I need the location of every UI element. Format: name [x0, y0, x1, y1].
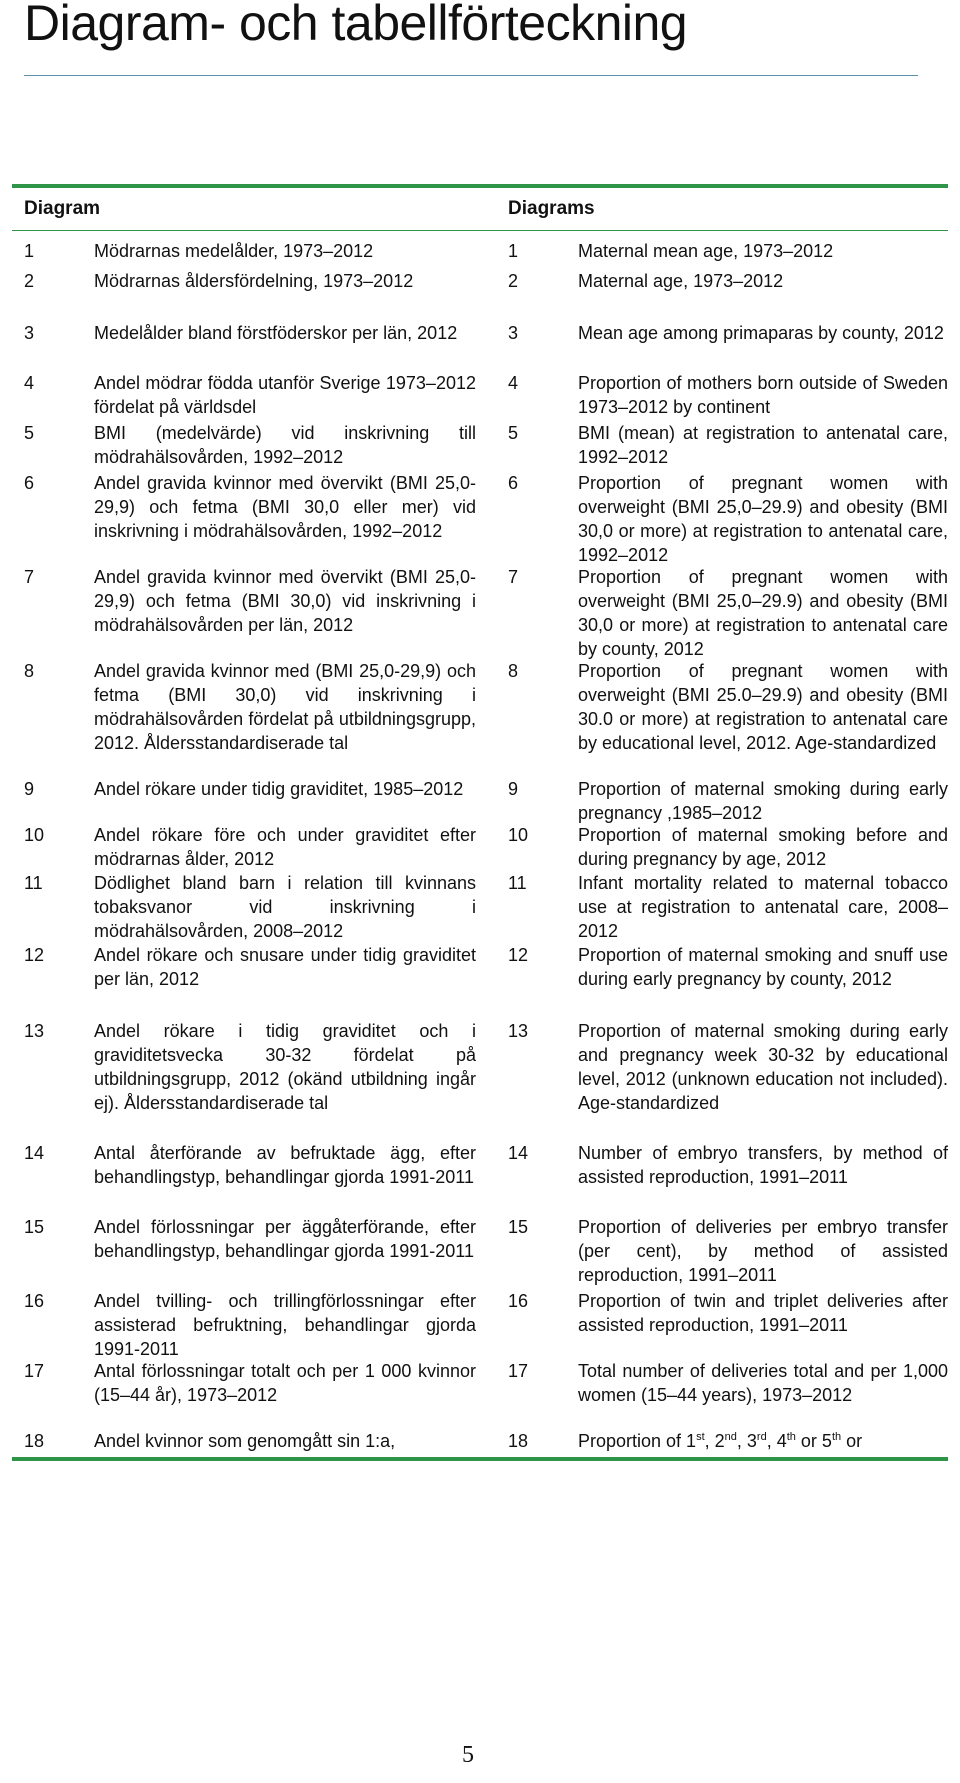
- item-title-en: Proportion of maternal smoking during early pregnancy ,1985–2012: [578, 779, 948, 823]
- item-title-sv: Andel kvinnor som genomgått sin 1:a,: [94, 1431, 396, 1451]
- item-number-en: 13: [508, 1021, 529, 1041]
- item-number-sv: 16: [24, 1291, 45, 1311]
- title-rule: [24, 75, 918, 76]
- item-number-en: 5: [508, 423, 519, 443]
- item-number-en: 7: [508, 567, 519, 587]
- item-title-en: Proportion of pregnant women with overweight (BMI 25.0–29.9) and obesity (BMI 30.0 or more) at registration to antenatal care by educational level, 2012. Age-standardized: [578, 661, 948, 753]
- list-item: [12, 1215, 948, 1287]
- ordinal-suffix: rd: [756, 1431, 767, 1443]
- item-number-sv: 6: [24, 473, 35, 493]
- list-item: [12, 1289, 948, 1361]
- item-title-en: Maternal age, 1973–2012: [578, 271, 784, 291]
- ordinal-suffix: th: [831, 1431, 842, 1443]
- item-number-en: 6: [508, 473, 519, 493]
- list-item: [12, 371, 948, 419]
- item-number-en: 1: [508, 241, 519, 261]
- item-title-en: Proportion of pregnant women with overweight (BMI 25,0–29.9) and obesity (BMI 30,0 or more) at registration to antenatal care, 1992–2012: [578, 473, 948, 565]
- item-number-en: 17: [508, 1361, 529, 1381]
- item-number-sv: 4: [24, 373, 35, 393]
- item-title-en: Maternal mean age, 1973–2012: [578, 241, 834, 261]
- item-title-en: Infant mortality related to maternal tobacco use at registration to antenatal care, 2008–2012: [578, 873, 948, 941]
- item-number-en: 14: [508, 1143, 529, 1163]
- item-title-en: Number of embryo transfers, by method of assisted reproduction, 1991–2011: [578, 1143, 948, 1187]
- item-number-sv: 12: [24, 945, 45, 965]
- list-item: [12, 421, 948, 469]
- page-number: 5: [462, 1742, 474, 1768]
- list-item: [12, 239, 948, 263]
- list-item: [12, 823, 948, 871]
- item-number-en: 18: [508, 1431, 529, 1451]
- swedish-heading: Diagram: [24, 198, 101, 219]
- item-title-sv: Andel rökare i tidig graviditet och i graviditetsvecka 30-32 fördelat på utbildningsgrupp, 2012 (okänd utbildning ingår ej). Åldersstandardiserade tal: [94, 1021, 476, 1113]
- item-number-en: 16: [508, 1291, 529, 1311]
- ordinal-suffix: st: [696, 1431, 705, 1443]
- item-number-sv: 7: [24, 567, 35, 587]
- list-item: [12, 269, 948, 293]
- list-item: [12, 1429, 948, 1453]
- item-title-en: Proportion of twin and triplet deliveries after assisted reproduction, 1991–2011: [578, 1291, 948, 1335]
- item-title-sv: Antal förlossningar totalt och per 1 000 kvinnor (15–44 år), 1973–2012: [94, 1361, 476, 1405]
- item-number-sv: 13: [24, 1021, 45, 1041]
- item-number-sv: 15: [24, 1217, 45, 1237]
- item-title-sv: Andel förlossningar per äggåterförande, efter behandlingstyp, behandlingar gjorda 1991-2011: [94, 1217, 476, 1261]
- list-item: [12, 1359, 948, 1407]
- list-item: [12, 777, 948, 825]
- item-number-sv: 14: [24, 1143, 45, 1163]
- item-title-sv: Andel gravida kvinnor med övervikt (BMI 25,0-29,9) och fetma (BMI 30,0 eller mer) vid inskrivning i mödrahälsovården, 1992–2012: [94, 473, 476, 541]
- list-item: [12, 565, 948, 661]
- item-title-en: Proportion of deliveries per embryo transfer (per cent), by method of assisted reproduction, 1991–2011: [578, 1217, 948, 1285]
- item-number-en: 9: [508, 779, 519, 799]
- item-number-en: 11: [508, 873, 527, 893]
- list-item: [12, 471, 948, 567]
- item-number-sv: 10: [24, 825, 45, 845]
- item-number-sv: 11: [24, 873, 43, 893]
- item-title-sv: Medelålder bland förstföderskor per län, 2012: [94, 323, 458, 343]
- item-number-sv: 3: [24, 323, 35, 343]
- item-title-sv: Antal återförande av befruktade ägg, efter behandlingstyp, behandlingar gjorda 1991-2011: [94, 1143, 476, 1187]
- item-title-sv: Andel rökare under tidig graviditet, 1985–2012: [94, 779, 464, 799]
- item-title-sv: Andel gravida kvinnor med (BMI 25,0-29,9) och fetma (BMI 30,0) vid inskrivning i mödrahälsovården fördelat på utbildningsgrupp, 2012. Åldersstandardiserade tal: [94, 661, 476, 753]
- list-item: [12, 943, 948, 991]
- item-title-sv: Dödlighet bland barn i relation till kvinnans tobaksvanor vid inskrivning i mödrahälsovården, 2008–2012: [94, 873, 476, 941]
- item-title-sv: Andel gravida kvinnor med övervikt (BMI 25,0-29,9) och fetma (BMI 30,0) vid inskrivning i mödrahälsovården per län, 2012: [94, 567, 476, 635]
- item-title-sv: Andel rökare före och under graviditet efter mödrarnas ålder, 2012: [94, 825, 476, 869]
- ordinal-suffix: nd: [724, 1431, 737, 1443]
- item-number-en: 10: [508, 825, 529, 845]
- list-item: [12, 659, 948, 755]
- item-title-en: Mean age among primaparas by county, 2012: [578, 323, 944, 343]
- item-number-sv: 5: [24, 423, 35, 443]
- list-item: [12, 1141, 948, 1189]
- item-title-sv: Andel mödrar födda utanför Sverige 1973–2012 fördelat på världsdel: [94, 373, 476, 417]
- item-number-en: 8: [508, 661, 519, 681]
- item-title-sv: Andel tvilling- och trillingförlossningar efter assisterad befruktning, behandlingar gjorda 1991-2011: [94, 1291, 476, 1359]
- item-title-en: Proportion of maternal smoking and snuff use during early pregnancy by county, 2012: [578, 945, 948, 989]
- item-number-en: 2: [508, 271, 519, 291]
- table-body: [12, 231, 948, 1457]
- item-number-en: 12: [508, 945, 529, 965]
- list-item: [12, 1019, 948, 1115]
- figure-list-table: [12, 184, 948, 1461]
- item-number-sv: 17: [24, 1361, 45, 1381]
- item-title-en: Proportion of pregnant women with overweight (BMI 25,0–29.9) and obesity (BMI 30,0 or more) at registration to antenatal care by county, 2012: [578, 567, 948, 659]
- item-title-sv: BMI (medelvärde) vid inskrivning till mödrahälsovården, 1992–2012: [94, 423, 476, 467]
- item-number-en: 15: [508, 1217, 529, 1237]
- item-title-sv: Andel rökare och snusare under tidig graviditet per län, 2012: [94, 945, 476, 989]
- item-number-sv: 8: [24, 661, 35, 681]
- item-title-en: Proportion of maternal smoking before and during pregnancy by age, 2012: [578, 825, 948, 869]
- item-title-sv: Mödrarnas medelålder, 1973–2012: [94, 241, 374, 261]
- item-title-en: Proportion of 1st, 2nd, 3rd, 4th or 5th or: [578, 1431, 863, 1451]
- item-title-en: BMI (mean) at registration to antenatal care, 1992–2012: [578, 423, 948, 467]
- item-number-sv: 18: [24, 1431, 45, 1451]
- list-item: [12, 321, 948, 345]
- item-number-sv: 9: [24, 779, 35, 799]
- english-heading: Diagrams: [508, 198, 595, 219]
- item-number-en: 4: [508, 373, 519, 393]
- item-title-en: Proportion of mothers born outside of Sweden 1973–2012 by continent: [578, 373, 948, 417]
- item-title-en: Proportion of maternal smoking during early and pregnancy week 30-32 by educational level, 2012 (unknown education not included). Age-standardized: [578, 1021, 948, 1113]
- ordinal-suffix: th: [786, 1431, 796, 1443]
- item-number-sv: 2: [24, 271, 35, 291]
- page-title: Diagram- och tabellförteckning: [24, 0, 688, 51]
- item-title-en: Total number of deliveries total and per 1,000 women (15–44 years), 1973–2012: [578, 1361, 948, 1405]
- table-header: [12, 188, 948, 231]
- item-number-sv: 1: [24, 241, 35, 261]
- list-item: [12, 871, 948, 943]
- item-number-en: 3: [508, 323, 519, 343]
- item-title-sv: Mödrarnas åldersfördelning, 1973–2012: [94, 271, 414, 291]
